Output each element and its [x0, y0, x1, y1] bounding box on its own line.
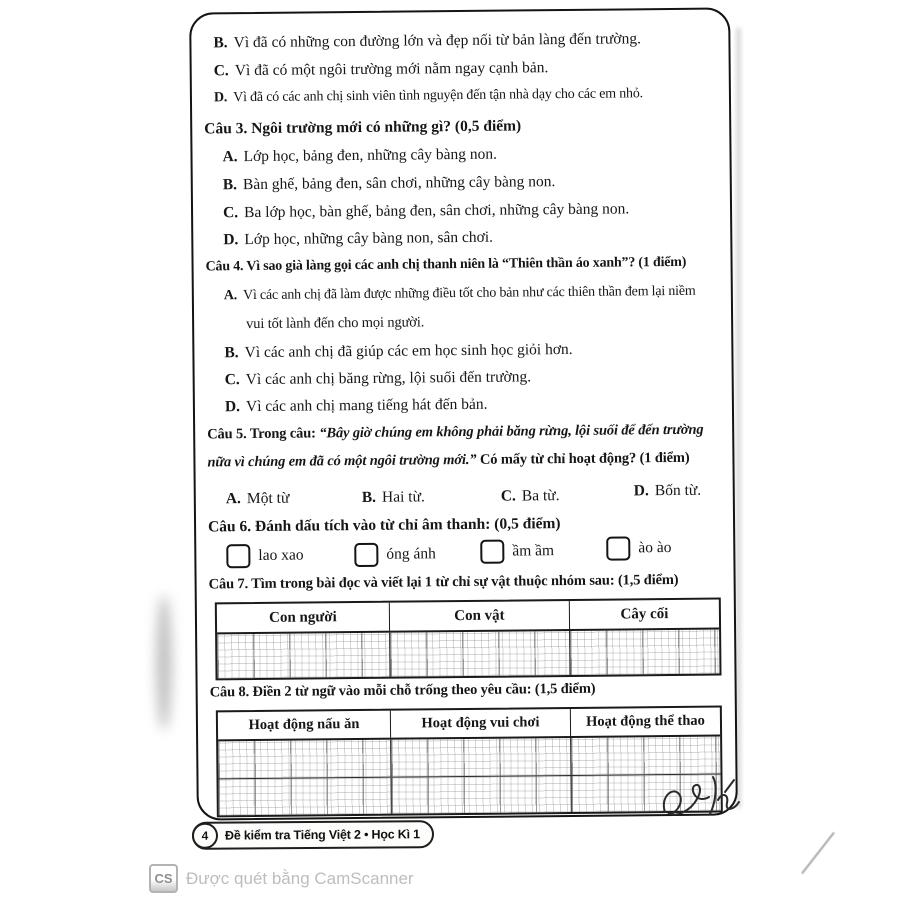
checkbox-ao-ao[interactable]: [606, 536, 630, 560]
q6-checkbox-group-1: [226, 544, 303, 569]
q8-col-nau-an: Hoạt động nấu ăn: [248, 716, 360, 734]
handwritten-signature: [655, 768, 745, 835]
q8-answer-cell-nau-an-2[interactable]: [218, 778, 390, 816]
camscanner-watermark: [149, 864, 414, 893]
q4-option-d: [225, 396, 488, 416]
option-text: Vì các anh chị đã làm được những điều tốt cho bản như các thiên thần đem lại niềm: [243, 283, 696, 304]
checkbox-label: ầm ầm: [512, 542, 555, 560]
checkbox-label: óng ánh: [386, 545, 436, 563]
option-text: Lớp học, những cây bàng non, sân chơi.: [244, 228, 494, 249]
option-label: D.: [224, 398, 241, 416]
q5-tail: Có mấy từ chỉ hoạt động? (1 điểm): [479, 449, 690, 468]
option-label: B.: [213, 34, 228, 52]
q8-col-the-thao: Hoạt động thể thao: [570, 708, 720, 736]
option-label: B.: [222, 176, 238, 194]
checkbox-label: ào ào: [638, 539, 672, 557]
q7-answer-cell-cay-coi[interactable]: [569, 630, 719, 675]
q7-answer-cell-con-nguoi[interactable]: [217, 633, 389, 679]
q6-checkbox-group-4: [606, 536, 671, 561]
page-number: 4: [192, 823, 218, 849]
q8-answer-cell-vui-choi-2[interactable]: [390, 776, 570, 814]
q5-title-line2: [207, 450, 689, 471]
q3-option-a: [222, 146, 497, 166]
option-label: D.: [633, 482, 649, 500]
option-text: Vì đã có những con đường lớn và đẹp nối từ bản làng đến trường.: [233, 30, 642, 52]
option-label: D.: [223, 231, 239, 249]
option-text: Bốn từ.: [654, 481, 702, 500]
scan-scratch-artifact: [801, 832, 835, 874]
q5-quote-line2: nữa vì chúng em đã có một ngôi trường mới.”: [207, 451, 477, 471]
checkbox-label: lao xao: [258, 546, 304, 564]
q5-option-d: [634, 482, 702, 500]
q7-table: [215, 598, 722, 681]
q4-title: Câu 4. Vì sao già làng gọi các anh chị thanh niên là “Thiên thần áo xanh”? (1 điểm): [205, 254, 687, 275]
q7-answer-row: [217, 630, 719, 679]
page-edge-shadow: [736, 28, 741, 808]
option-label: A.: [225, 490, 241, 508]
q8-title: Câu 8. Điền 2 từ ngữ vào mỗi chỗ trống theo yêu cầu: (1,5 điểm): [209, 680, 596, 701]
option-text: Vì các anh chị băng rừng, lội suối đến trường.: [245, 368, 532, 389]
q5-quote-line1: “Bây giờ chúng em không phải băng rừng, lội suối để đến trường: [319, 421, 704, 442]
q6-title: Câu 6. Đánh dấu tích vào từ chỉ âm thanh: (0,5 điểm): [207, 515, 561, 536]
q8-answer-row-2: [218, 774, 720, 816]
option-text: Một từ: [246, 489, 290, 508]
option-label: B.: [361, 488, 377, 506]
option-text: Bàn ghế, bảng đen, sân chơi, những cây bàng non.: [242, 173, 556, 194]
scan-smudge-artifact: [156, 595, 172, 730]
option-text: Ba lớp học, bàn ghế, bảng đen, sân chơi, những cây bàng non.: [244, 200, 630, 222]
q5-lead: Câu 5. Trong câu:: [207, 425, 316, 443]
q7-answer-cell-con-vat[interactable]: [389, 631, 569, 677]
q5-option-b: [362, 488, 425, 506]
booklet-title: Đề kiểm tra Tiếng Việt 2 • Học Kì 1: [224, 827, 420, 843]
option-text: Vì đã có các anh chị sinh viên tình nguyện đến tận nhà dạy cho các em nhỏ.: [233, 86, 643, 106]
option-label: A.: [222, 148, 238, 166]
q6-checkbox-group-3: [480, 539, 554, 564]
q7-col-con-vat: Con vật: [389, 601, 569, 631]
checkbox-lao-xao[interactable]: [226, 544, 250, 568]
option-text: Vì đã có một ngôi trường mới nằm ngay cạnh bản.: [234, 59, 549, 80]
option-label: A.: [223, 288, 238, 304]
q5-option-a: [226, 490, 290, 508]
carryover-option-d: [214, 86, 643, 106]
q3-option-c: [223, 200, 629, 222]
camscanner-logo-icon: CS: [149, 864, 178, 893]
signature-scribble-icon: [655, 768, 745, 830]
option-label: D.: [213, 90, 228, 106]
q6-checkbox-group-2: [354, 542, 436, 567]
q7-title: Câu 7. Tìm trong bài đọc và viết lại 1 từ chỉ sự vật thuộc nhóm sau: (1,5 điểm): [208, 571, 679, 593]
q8-answer-cell-nau-an-1[interactable]: [218, 740, 390, 779]
q3-option-b: [223, 173, 556, 194]
q4-option-a-line2: vui tốt lành đến cho mọi người.: [246, 314, 425, 333]
q3-option-d: [223, 229, 493, 249]
q3-title: Câu 3. Ngôi trường mới có những gì? (0,5 điểm): [204, 117, 522, 138]
option-label: C.: [500, 487, 516, 505]
option-text: Vì các anh chị đã giúp các em học sinh học giỏi hơn.: [244, 340, 573, 362]
option-text: Hai từ.: [381, 488, 425, 506]
q7-table-header-row: [217, 600, 719, 635]
q4-option-a-line1: [224, 284, 696, 305]
q4-option-c: [225, 368, 532, 389]
option-text: Ba từ.: [521, 487, 560, 505]
option-text: Lớp học, bảng đen, những cây bàng non.: [243, 145, 498, 166]
option-label: C.: [224, 371, 240, 389]
checkbox-am-am[interactable]: [480, 540, 504, 564]
option-text: Vì các anh chị mang tiếng hát đến bản.: [245, 395, 488, 416]
checkbox-ong-anh[interactable]: [354, 543, 378, 567]
camscanner-label: Được quét bằng CamScanner: [186, 868, 414, 888]
option-label: C.: [213, 62, 229, 80]
q4-option-b: [224, 341, 572, 362]
q7-col-cay-coi: Cây cối: [569, 600, 719, 629]
q5-option-c: [501, 487, 560, 505]
carryover-option-b: [213, 30, 641, 52]
q5-title-line1: [207, 422, 703, 443]
q8-answer-row-1: [218, 737, 720, 779]
footer-page-badge: [192, 820, 434, 850]
q8-col-vui-choi: Hoạt động vui chơi: [390, 709, 570, 738]
option-label: B.: [224, 344, 239, 362]
option-label: C.: [222, 204, 239, 222]
exam-content-box: [189, 7, 738, 820]
q8-table: [216, 706, 723, 818]
carryover-option-c: [214, 59, 549, 80]
q7-col-con-nguoi: Con người: [268, 608, 337, 626]
q8-answer-cell-vui-choi-1[interactable]: [390, 738, 570, 777]
